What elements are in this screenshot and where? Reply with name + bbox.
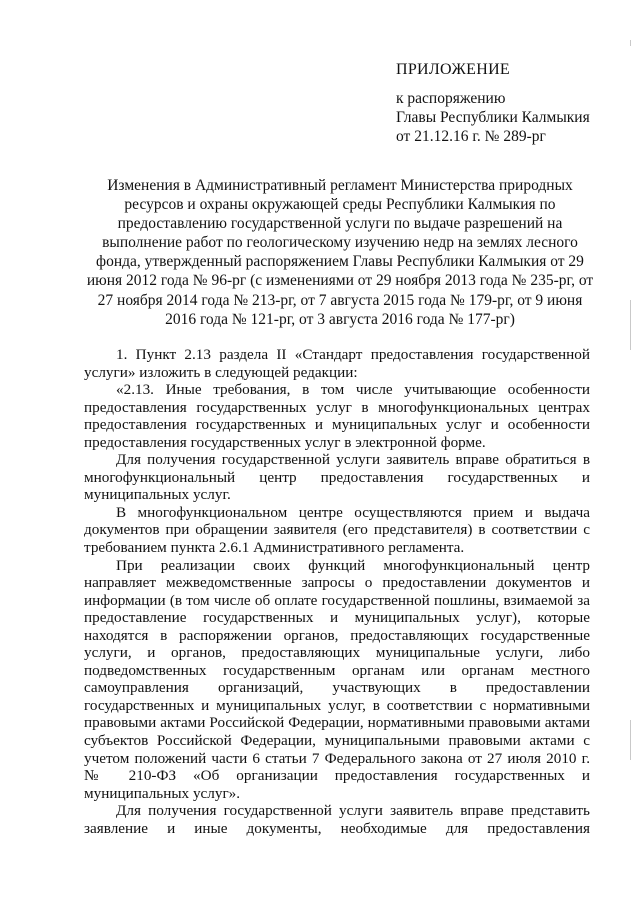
body-line: государственных и муниципальных услуг, в соответствии с нормативными — [84, 696, 590, 714]
body-line: находятся в распоряжении органов, предоставляющих государственные — [84, 626, 590, 644]
title-line: 27 ноября 2014 года № 213-рг, от 7 августа 2015 года № 179-рг, от 9 июня — [97, 291, 583, 309]
appendix-block — [396, 60, 626, 146]
body-line: предоставления государственных услуг в электронной форме. — [84, 433, 486, 451]
body-line: муниципальных услуг. — [84, 486, 231, 504]
body-line: правовыми актами Российской Федерации, нормативными правовыми актами — [84, 714, 590, 732]
body-line: заявление и иные документы, необходимые для предоставления — [84, 819, 590, 837]
scan-edge-mark — [630, 300, 631, 350]
body-line: услуги» изложить в следующей редакции: — [84, 363, 358, 381]
title-line: предоставлению государственной услуги по выдаче разрешений на — [117, 215, 563, 233]
scan-edge-mark — [630, 40, 631, 46]
body-line: предоставление государственных и муниципальных услуг), которые — [84, 609, 590, 627]
appendix-line: к распоряжению — [396, 90, 506, 107]
title-line: июня 2012 года № 96-рг (с изменениями от 29 ноября 2013 года № 235-рг, от — [86, 272, 594, 290]
body-line: документов при обращении заявителя (его представителя) в соответствии с — [84, 521, 590, 539]
title-line: 2016 года № 121-рг, от 3 августа 2016 года № 177-рг) — [165, 310, 515, 328]
body-line: При реализации своих функций многофункциональный центр — [116, 556, 590, 574]
body-line: «2.13. Иные требования, в том числе учитывающие особенности — [116, 381, 590, 399]
body-line: № 210-ФЗ «Об организации предоставления государственных и — [84, 767, 590, 785]
body-line: 1. Пункт 2.13 раздела II «Стандарт предоставления государственной — [116, 346, 590, 363]
title-line: выполнение работ по геологическому изучению недр на землях лесного — [102, 234, 578, 252]
appendix-line: от 21.12.16 г. № 289-рг — [396, 128, 546, 145]
body-line: услуги, и органов, предоставляющих муниципальные услуги, либо — [84, 644, 590, 662]
body-line: учетом положений части 6 статьи 7 Федерального закона от 27 июля 2010 г. — [84, 749, 590, 767]
body-line: Для получения государственной услуги заявитель вправе представить — [116, 802, 590, 820]
body-line: субъектов Российской Федерации, муниципальными правовыми актами с — [84, 732, 590, 750]
title-line: Изменения в Административный регламент Министерства природных — [107, 177, 573, 194]
body-line: многофункциональный центр предоставления государственных и — [84, 468, 590, 486]
body-line: направляет межведомственные запросы о предоставлении документов и — [84, 574, 590, 592]
scan-edge-mark — [630, 720, 631, 760]
body-line: предоставления государственных услуг в многофункциональных центрах — [84, 398, 590, 416]
body-line: В многофункциональном центре осуществляются прием и выдача — [116, 503, 590, 521]
body-line: информации (в том числе об оплате государственной пошлины, взимаемой за — [84, 591, 590, 609]
body-line: подведомственных государственным органам или органам местного — [84, 661, 590, 679]
document-title — [60, 176, 620, 329]
title-line: ресурсов и охраны окружающей среды Республики Калмыкия по — [124, 196, 556, 214]
appendix-line: Главы Республики Калмыкия — [396, 109, 590, 126]
body-line: предоставления государственных и муниципальных услуг и особенности — [84, 416, 590, 434]
body-line: Для получения государственной услуги заявитель вправе обратиться в — [116, 451, 590, 469]
appendix-heading: ПРИЛОЖЕНИЕ — [396, 61, 511, 78]
document-body — [84, 346, 590, 837]
body-line: требованием пункта 2.6.1 Административного регламента. — [84, 539, 465, 557]
body-line: муниципальных услуг». — [84, 784, 241, 802]
body-line: самоуправления организаций, участвующих в предоставлении — [84, 679, 590, 697]
title-line: фонда, утвержденный распоряжением Главы Республики Калмыкия от 29 — [96, 253, 584, 271]
